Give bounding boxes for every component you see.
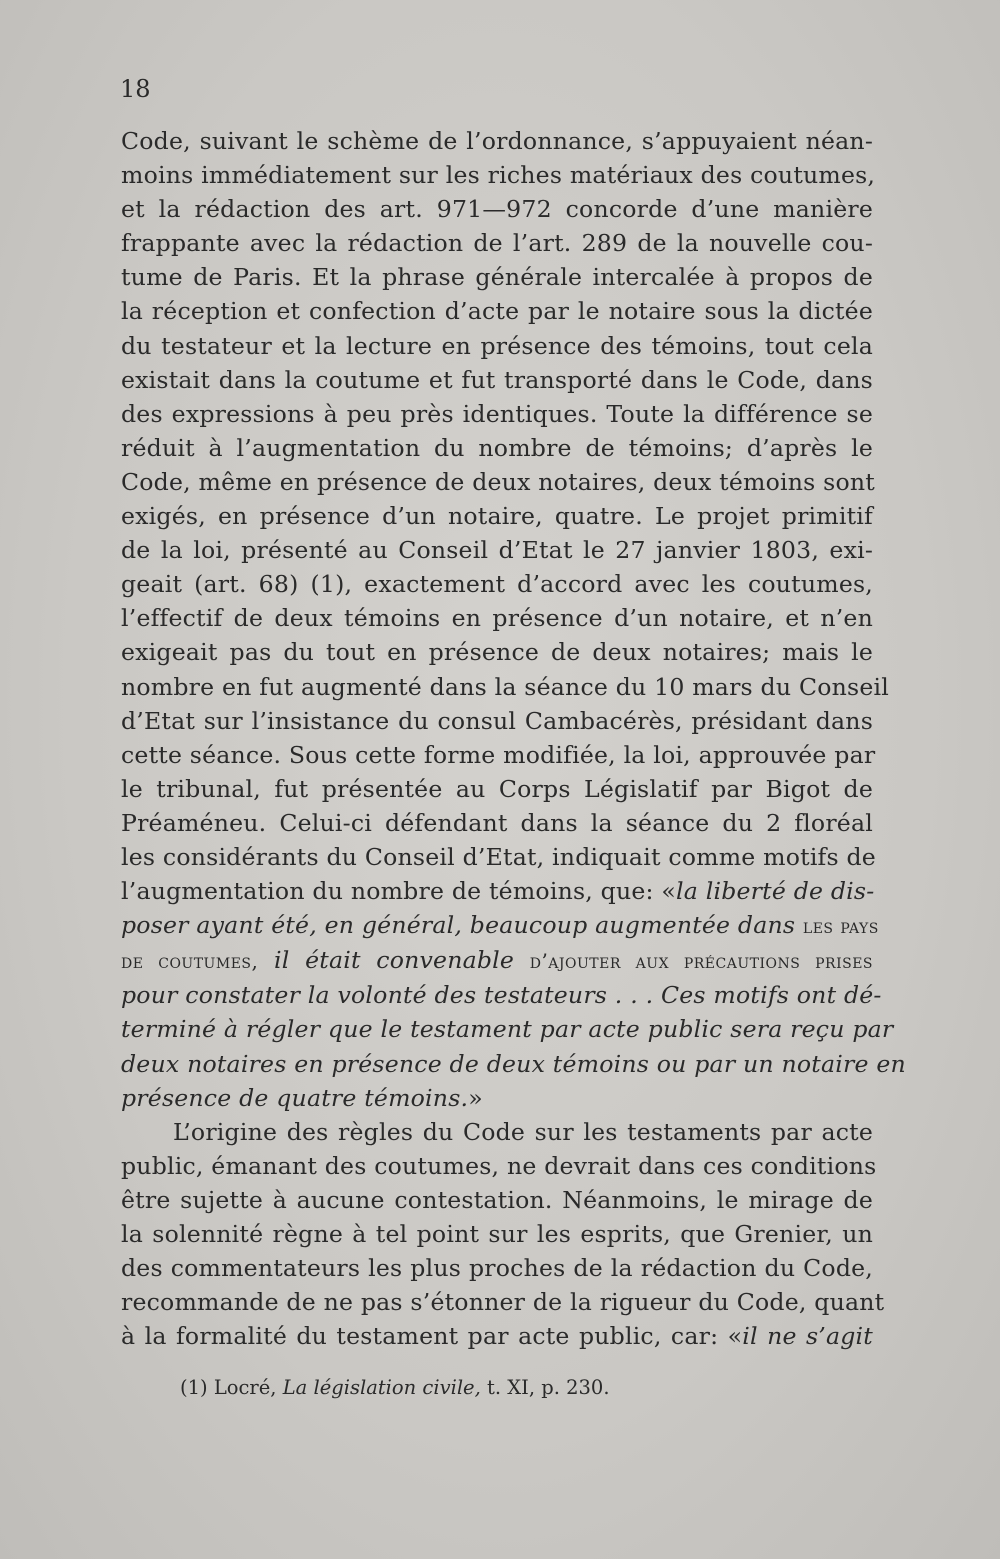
text-line: réduit à l’augmentation du nombre de témoins; d’après le xyxy=(121,433,873,462)
quote-close: » xyxy=(468,1083,483,1112)
paragraph-line: être sujette à aucune contestation. Néanmoins, le mirage de xyxy=(121,1185,873,1214)
quote-line xyxy=(121,1081,873,1115)
text-line: exigeait pas du tout en présence de deux notaires; mais le xyxy=(121,638,873,667)
paragraph-line: L’origine des règles du Code sur les testaments par acte xyxy=(173,1117,873,1146)
quote-text: pour constater la volonté des testateurs . . . Ces motifs ont dé- xyxy=(121,981,882,1010)
text-line: Code, même en présence de deux notaires, deux témoins sont xyxy=(121,467,875,496)
text-line: Code, suivant le schème de l’ordonnance, s’appuyaient néan- xyxy=(121,127,873,155)
paragraph-line xyxy=(121,1319,873,1353)
paragraph-text: à la formalité du testament par acte public, car: « xyxy=(121,1322,743,1351)
body-text xyxy=(121,124,906,1353)
quote-text: il était convenable xyxy=(274,946,515,975)
quote-line xyxy=(121,1012,894,1046)
quote-smallcaps: d’ajouter aux précautions prises xyxy=(529,949,874,974)
quote-text: terminé à régler que le testament par acte public sera reçu par xyxy=(121,1015,894,1044)
quote-line xyxy=(121,908,879,943)
footnote xyxy=(180,1374,610,1402)
text-line: et la rédaction des art. 971—972 concorde d’une manière xyxy=(121,195,873,224)
quote-text: présence de quatre témoins. xyxy=(121,1083,469,1112)
quote-text: la liberté de dis- xyxy=(676,877,875,906)
text-line: existait dans la coutume et fut transporté dans le Code, dans xyxy=(121,365,873,394)
quote-line xyxy=(121,943,873,978)
text-line: Préaméneu. Celui-ci défendant dans la séance du 2 floréal xyxy=(121,808,873,837)
footnote-page: t. XI, p. 230. xyxy=(487,1376,610,1399)
paragraph-line: des commentateurs les plus proches de la rédaction du Code, xyxy=(121,1254,873,1283)
footnote-title: La législation civile, xyxy=(282,1376,481,1399)
text-line: la réception et confection d’acte par le notaire sous la dictée xyxy=(121,297,873,326)
footnote-ref: (1) Locré, xyxy=(180,1376,277,1399)
paragraph-line: public, émanant des coutumes, ne devrait dans ces conditions xyxy=(121,1151,877,1180)
text-line: des expressions à peu près identiques. Toute la différence se xyxy=(121,399,873,428)
quote-text: il ne s’agit xyxy=(742,1322,873,1351)
paragraph-line: la solennité règne à tel point sur les esprits, que Grenier, un xyxy=(121,1220,873,1248)
page-number: 18 xyxy=(120,75,151,103)
quote-text: deux notaires en présence de deux témoins ou par un notaire en xyxy=(121,1049,906,1078)
text-line: cette séance. Sous cette forme modifiée, la loi, approuvée par xyxy=(121,740,876,769)
paragraph-line: recommande de ne pas s’étonner de la rigueur du Code, quant xyxy=(121,1288,885,1317)
text-line: exigés, en présence d’un notaire, quatre. Le projet primitif xyxy=(121,502,873,531)
text-line: le tribunal, fut présentée au Corps Législatif par Bigot de xyxy=(121,774,873,803)
text-line: du testateur et la lecture en présence des témoins, tout cela xyxy=(121,331,873,360)
quote-line xyxy=(121,874,873,908)
quote-smallcaps: les pays xyxy=(802,914,879,939)
quote-line xyxy=(121,978,882,1012)
text-line: d’Etat sur l’insistance du consul Cambacérès, présidant dans xyxy=(121,706,873,735)
text-line: de la loi, présenté au Conseil d’Etat le 27 janvier 1803, exi- xyxy=(121,536,873,565)
text-line: les considérants du Conseil d’Etat, indiquait comme motifs de xyxy=(121,842,876,871)
text-line: l’effectif de deux témoins en présence d’un notaire, et n’en xyxy=(121,604,873,633)
text-line: frappante avec la rédaction de l’art. 289 de la nouvelle cou- xyxy=(121,229,873,258)
quote-text: poser ayant été, en général, beaucoup augmentée dans xyxy=(121,911,796,940)
text-line: moins immédiatement sur les riches matériaux des coutumes, xyxy=(121,161,876,190)
quote-line xyxy=(121,1047,906,1081)
text-line: tume de Paris. Et la phrase générale intercalée à propos de xyxy=(121,263,873,292)
text-line: nombre en fut augmenté dans la séance du 10 mars du Conseil xyxy=(121,672,889,701)
quote-intro: l’augmentation du nombre de témoins, que: « xyxy=(121,877,677,906)
text-line: geait (art. 68) (1), exactement d’accord avec les coutumes, xyxy=(121,570,873,599)
quote-smallcaps: de coutumes, xyxy=(121,949,259,974)
